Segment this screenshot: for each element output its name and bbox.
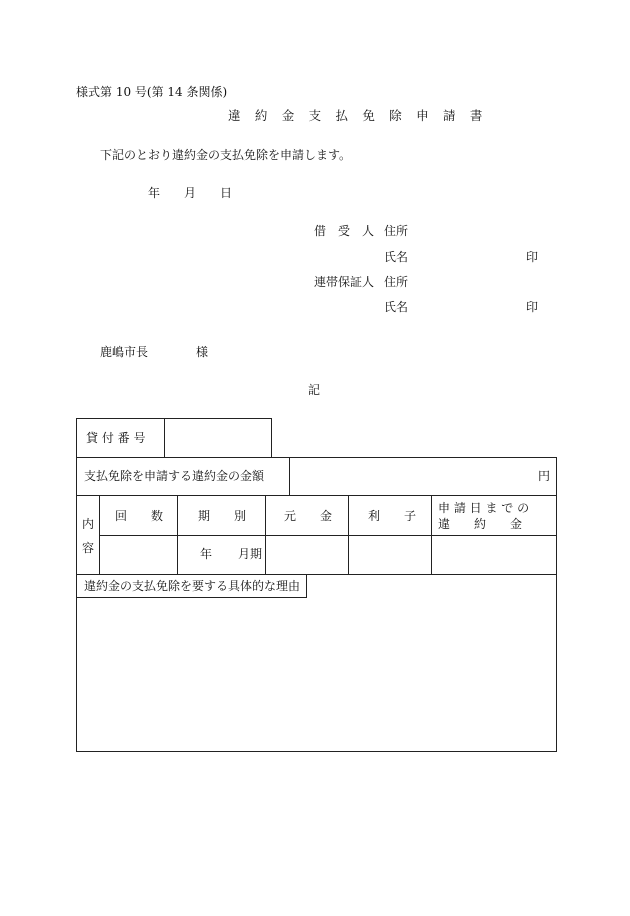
intro-text: 下記のとおり違約金の支払免除を申請します。 [100, 148, 352, 162]
note-heading: 記 [308, 383, 321, 397]
period-month: 月期 [238, 547, 263, 561]
amount-label: 支払免除を申請する違約金の金額 [84, 469, 265, 483]
addressee-name: 鹿嶋市長 [100, 345, 149, 359]
borrower-address-label: 住所 [384, 224, 409, 238]
penalty-field[interactable] [432, 536, 556, 573]
date-day: 日 [220, 186, 233, 200]
reason-field[interactable] [77, 599, 556, 751]
guarantor-seal: 印 [526, 300, 539, 314]
date-month: 月 [184, 186, 197, 200]
addressee-honorific: 様 [196, 345, 209, 359]
header-interest: 利 子 [368, 509, 417, 523]
guarantor-role: 連帯保証人 [314, 275, 375, 289]
form-number: 様式第 10 号(第 14 条関係) [76, 85, 228, 99]
count-field[interactable] [100, 536, 176, 573]
period-year: 年 [200, 547, 213, 561]
amount-unit: 円 [538, 469, 551, 483]
guarantor-address-label: 住所 [384, 275, 409, 289]
header-count: 回 数 [115, 509, 164, 523]
borrower-name-label: 氏名 [384, 250, 409, 264]
borrower-seal: 印 [526, 250, 539, 264]
amount-field[interactable] [290, 458, 542, 495]
detail-label-2: 容 [82, 541, 95, 555]
interest-field[interactable] [349, 536, 430, 573]
divider [76, 495, 557, 496]
header-penalty-line2: 違 約 金 [438, 517, 523, 531]
guarantor-name-label: 氏名 [384, 300, 409, 314]
loan-number-field[interactable] [165, 419, 271, 457]
header-period: 期 別 [198, 509, 247, 523]
reason-label: 違約金の支払免除を要する具体的な理由 [84, 579, 301, 593]
document-title: 違 約 金 支 払 免 除 申 請 書 [228, 108, 488, 123]
loan-number-label: 貸 付 番 号 [86, 431, 146, 445]
header-penalty-line1: 申 請 日 ま で の [438, 501, 530, 515]
application-table [76, 418, 557, 752]
borrower-role: 借 受 人 [314, 224, 375, 238]
detail-label-1: 内 [82, 517, 95, 531]
principal-field[interactable] [266, 536, 347, 573]
header-principal: 元 金 [284, 509, 333, 523]
date-year: 年 [148, 186, 161, 200]
